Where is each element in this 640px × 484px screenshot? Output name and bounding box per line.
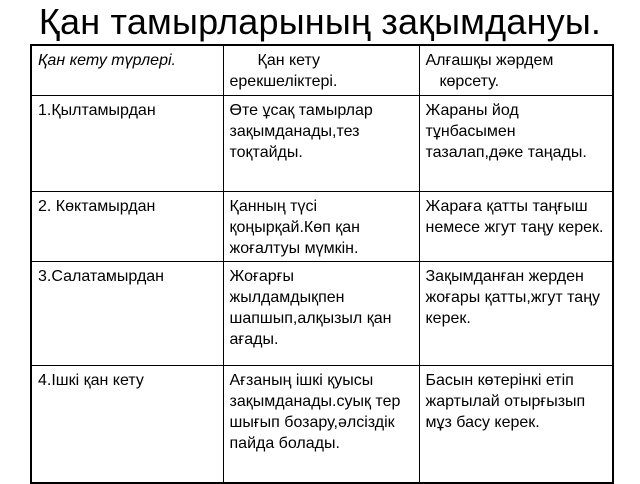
header-bleeding-types-label: Қан кету түрлері. [38,52,176,69]
header-first-aid-line2: көрсету. [439,73,500,90]
bleeding-types-table [30,44,614,484]
table-row [31,95,613,191]
header-features-line2: ерекшеліктері. [229,73,338,90]
page-title: Қан тамырларының зақымдануы. [38,1,602,42]
cell-bleeding-feature: Қанның түсі қоңырқай.Көп қан жоғалтуы мүмкін. [223,191,419,261]
header-bleeding-features [223,45,419,95]
header-first-aid [419,45,613,95]
table-row [31,191,613,261]
cell-first-aid: Басын көтерінкі етіп жартылай отырғызып мұз басу керек. [419,365,613,483]
table-row [31,365,613,483]
cell-bleeding-type: 3.Салатамырдан [31,261,223,365]
header-first-aid-line1: Алғашқы жәрдем [425,52,554,69]
cell-first-aid: Жараға қатты таңғыш немесе жгут таңу керек. [419,191,613,261]
header-bleeding-types [31,45,223,95]
cell-bleeding-type: 1.Қылтамырдан [31,95,223,191]
cell-bleeding-type: 4.Ішкі қан кету [31,365,223,483]
cell-bleeding-feature: Өте ұсақ тамырлар зақымданады,тез тоқтайды. [223,95,419,191]
header-features-line1: Қан кету [257,52,321,69]
cell-bleeding-feature: Ағзаның ішкі қуысы зақымданады.суық тер шығып бозару,әлсіздік пайда болады. [223,365,419,483]
table-row [31,261,613,365]
cell-first-aid: Зақымданған жерден жоғары қатты,жгут таңу керек. [419,261,613,365]
cell-first-aid: Жараны йод тұнбасымен тазалап,дәке таңады. [419,95,613,191]
table-header-row [31,45,613,95]
cell-bleeding-feature: Жоғарғы жылдамдықпен шапшып,алқызыл қан ағады. [223,261,419,365]
cell-bleeding-type: 2. Көктамырдан [31,191,223,261]
